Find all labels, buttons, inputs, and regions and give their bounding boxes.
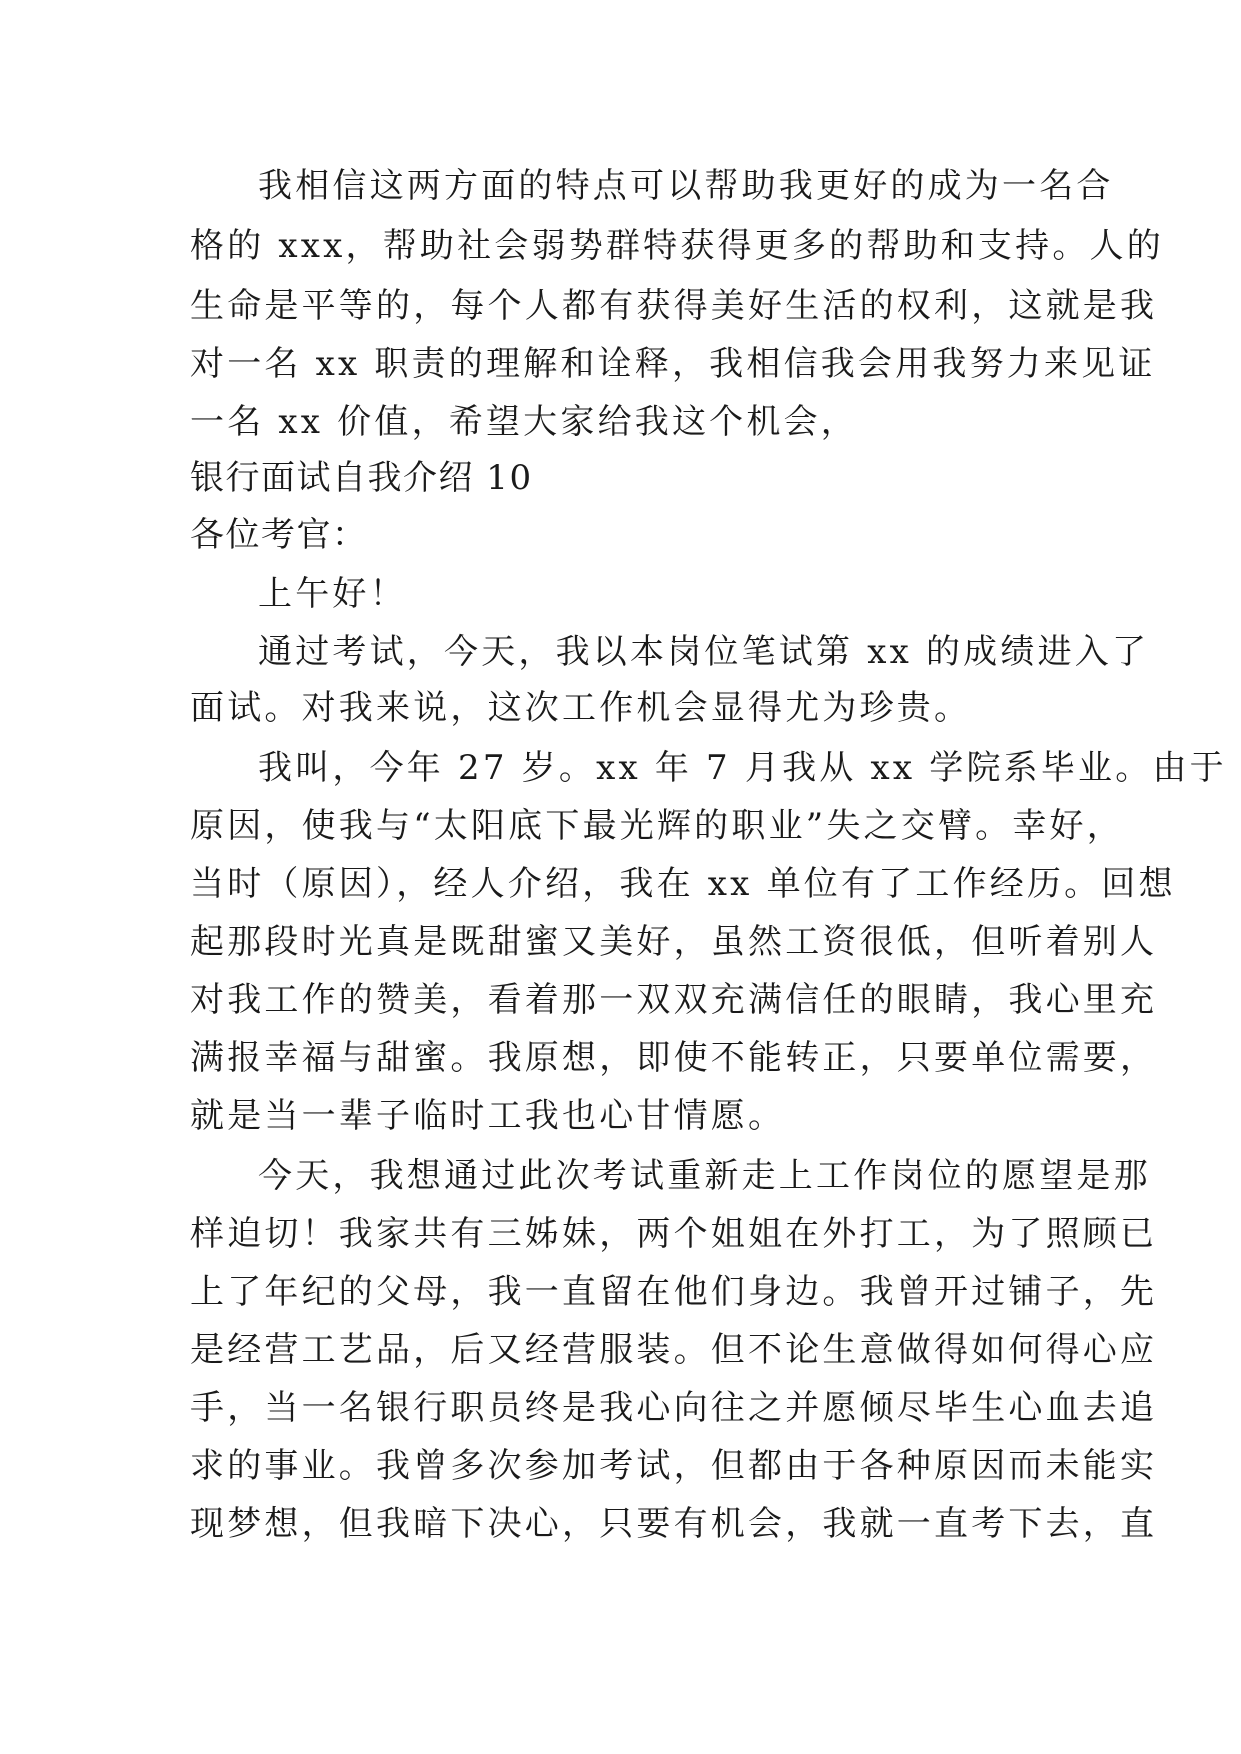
greeting: 上午好！ [258,574,407,614]
text-line: 起那段时光真是既甜蜜又美好，虽然工资很低，但听着别人 [190,922,1158,962]
text-line: 当时（原因），经人介绍，我在 xx 单位有了工作经历。回想 [190,864,1176,904]
text-line: 我相信这两方面的特点可以帮助我更好的成为一名合 [258,166,1114,206]
text-line: 对一名 xx 职责的理解和诠释，我相信我会用我努力来见证 [190,344,1156,384]
text-line: 我叫，今年 27 岁。xx 年 7 月我从 xx 学院系毕业。由于 [258,748,1227,788]
text-line: 现梦想，但我暗下决心，只要有机会，我就一直考下去，直 [190,1504,1158,1544]
text-line: 一名 xx 价值，希望大家给我这个机会， [190,402,858,442]
text-line: 面试。对我来说，这次工作机会显得尤为珍贵。 [190,688,972,728]
text-line: 通过考试，今天，我以本岗位笔试第 xx 的成绩进入了 [258,632,1150,672]
salutation: 各位考官： [190,515,368,555]
text-line: 就是当一辈子临时工我也心甘情愿。 [190,1096,786,1136]
text-line: 今天，我想通过此次考试重新走上工作岗位的愿望是那 [258,1156,1151,1196]
text-line: 求的事业。我曾多次参加考试，但都由于各种原因而未能实 [190,1446,1158,1486]
text-line: 手，当一名银行职员终是我心向往之并愿倾尽毕生心血去追 [190,1388,1158,1428]
text-line: 满报幸福与甜蜜。我原想，即使不能转正，只要单位需要， [190,1038,1158,1078]
text-line: 是经营工艺品，后又经营服装。但不论生意做得如何得心应 [190,1330,1158,1370]
text-line: 原因，使我与“太阳底下最光辉的职业”失之交臂。幸好， [190,806,1124,846]
text-line: 上了年纪的父母，我一直留在他们身边。我曾开过铺子，先 [190,1272,1158,1312]
section-heading: 银行面试自我介绍 10 [190,458,533,498]
text-line: 格的 xxx，帮助社会弱势群特获得更多的帮助和支持。人的 [190,226,1164,266]
text-line: 样迫切！我家共有三姊妹，两个姐姐在外打工，为了照顾已 [190,1214,1158,1254]
text-line: 对我工作的赞美，看着那一双双充满信任的眼睛，我心里充 [190,980,1158,1020]
text-line: 生命是平等的，每个人都有获得美好生活的权利，这就是我 [190,286,1158,326]
